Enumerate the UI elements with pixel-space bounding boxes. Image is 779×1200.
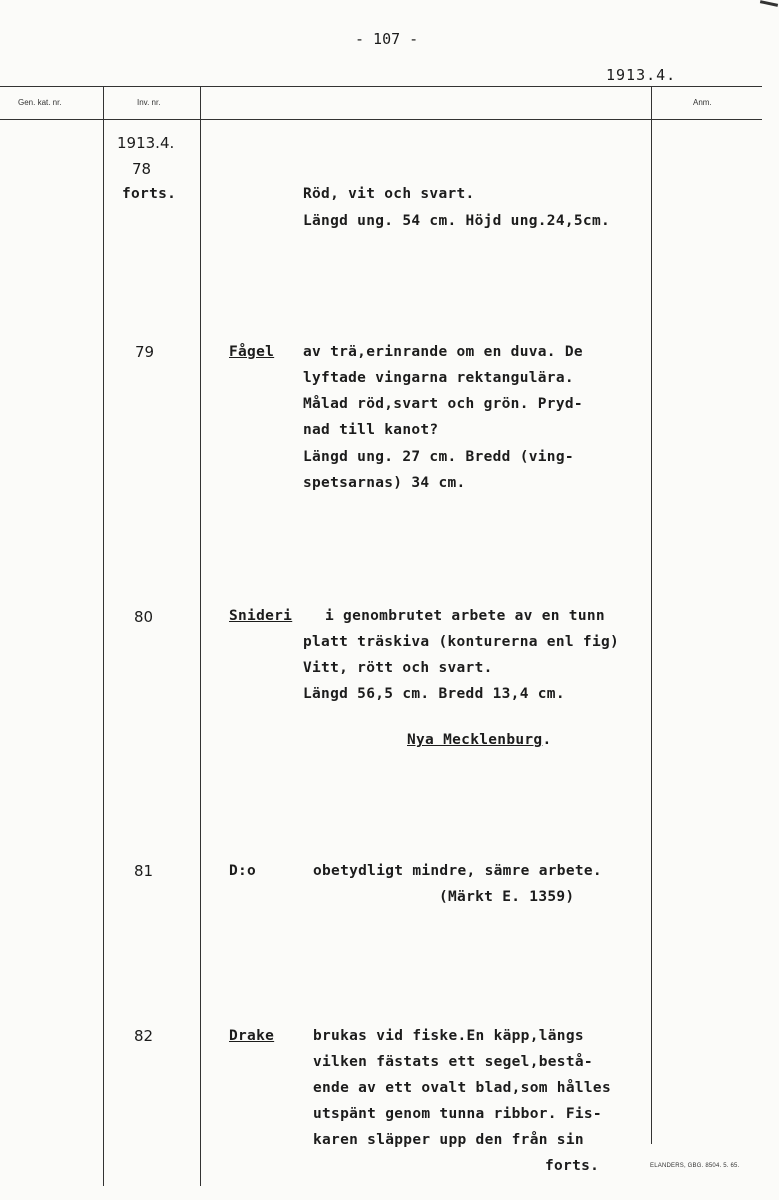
entry-line: i genombrutet arbete av en tunn xyxy=(325,608,605,624)
entry-line: Längd 56,5 cm. Bredd 13,4 cm. xyxy=(303,686,565,702)
table-header-rule xyxy=(0,119,762,120)
corner-mark xyxy=(760,0,778,7)
inv-number: 80 xyxy=(134,608,154,626)
page-number: - 107 - xyxy=(355,30,419,48)
entry-line: Längd ung. 27 cm. Bredd (ving- xyxy=(303,449,574,465)
entry-line: utspänt genom tunna ribbor. Fis- xyxy=(313,1106,602,1122)
entry-line: spetsarnas) 34 cm. xyxy=(303,475,466,491)
entry-line: brukas vid fiske.En käpp,längs xyxy=(313,1028,584,1044)
column-header-inv-nr: Inv. nr. xyxy=(137,98,161,107)
entry-line: lyftade vingarna rektangulära. xyxy=(303,370,574,386)
entry-line: ende av ett ovalt blad,som hålles xyxy=(313,1080,611,1096)
entry-line: karen släpper upp den från sin xyxy=(313,1132,584,1148)
column-header-gen-kat-nr: Gen. kat. nr. xyxy=(18,98,62,107)
entry-line: av trä,erinrande om en duva. De xyxy=(303,344,583,360)
marking: (Märkt E. 1359) xyxy=(439,889,575,905)
object-term: D:o xyxy=(229,863,257,879)
inv-number: 79 xyxy=(135,343,155,361)
inv-number: 81 xyxy=(134,862,154,880)
entry-line: Längd ung. 54 cm. Höjd ung.24,5cm. xyxy=(303,213,611,229)
place-name xyxy=(407,732,551,748)
object-term: Fågel xyxy=(229,344,275,360)
table-top-rule xyxy=(0,86,762,87)
entry-line: vilken fästats ett segel,bestå- xyxy=(313,1054,593,1070)
inv-number: 78 xyxy=(132,160,152,178)
printer-mark: ELANDERS, GBG. 8504. 5. 65. xyxy=(650,1163,740,1169)
entry-line: nad till kanot? xyxy=(303,422,439,438)
inv-forts: forts. xyxy=(122,186,177,202)
object-term: Drake xyxy=(229,1028,275,1044)
entry-line: Målad röd,svart och grön. Pryd- xyxy=(303,396,583,412)
column-header-anm: Anm. xyxy=(693,98,712,107)
entry-line: obetydligt mindre, sämre arbete. xyxy=(313,863,602,879)
column-rule-2 xyxy=(200,86,201,1186)
column-rule-3 xyxy=(651,86,652,1144)
inv-number: 82 xyxy=(134,1027,154,1045)
column-rule-1 xyxy=(103,86,104,1186)
entry-line: Vitt, rött och svart. xyxy=(303,660,493,676)
entry-line: Röd, vit och svart. xyxy=(303,186,475,202)
object-term: Sniderі xyxy=(229,608,293,624)
entry-line: platt träskiva (konturerna enl fig) xyxy=(303,634,620,650)
year-header: 1913.4. xyxy=(606,66,677,84)
continued-note: forts. xyxy=(545,1158,600,1174)
place-name-period: . xyxy=(542,732,552,748)
inv-number: 1913.4. xyxy=(117,134,175,152)
place-name-text: Nya Mecklenburg xyxy=(407,732,543,748)
